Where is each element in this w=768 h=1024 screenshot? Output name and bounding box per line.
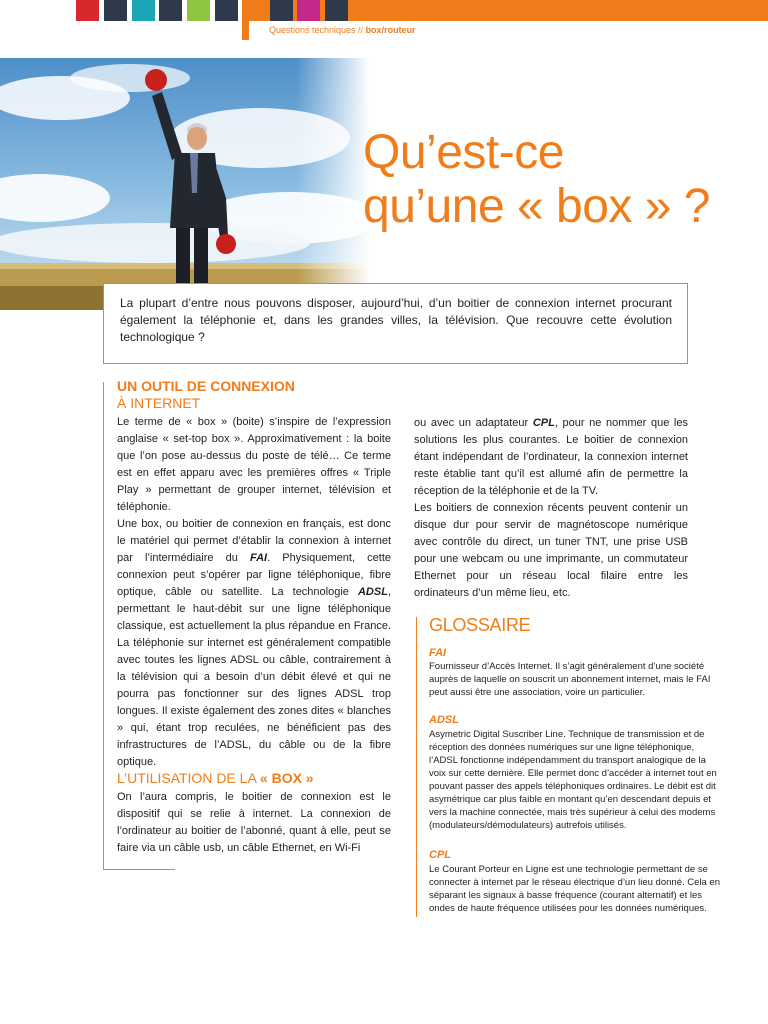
glossary-title: GLOSSAIRE (429, 615, 531, 635)
boxer-businessman-photo (0, 58, 370, 310)
header-orange-bar (242, 0, 768, 21)
header-square-3 (132, 0, 155, 21)
section-1-subheading: À INTERNET (117, 395, 201, 411)
header-square-8 (297, 0, 320, 21)
header-orange-tab (242, 0, 249, 40)
header-square-6 (215, 0, 238, 21)
section-1-heading: UN OUTIL DE CONNEXION (117, 378, 295, 394)
header-square-1 (76, 0, 99, 21)
column-1-rule (103, 382, 104, 870)
glossary-def-adsl: Asymetric Digital Suscriber Line. Technique de transmission et de réception des données numériques sur une ligne téléphonique, l’ADSL fonctionne indépendamment du transport analogique de la voix sur cette dernière. Elle permet donc d’accéder à internet tout en pouvant passer des appels téléphoniques ordinaires. Le débit est dit asymétrique car plus faible en montant qu’en descendant depuis et vers la machine connectée, mais très supérieur à celui des modems (modulateurs/démodulateurs) autrefois utilisés. (429, 729, 717, 831)
term-adsl-inline: ADSL (357, 586, 388, 598)
title-line-1: Qu’est-ce (363, 126, 564, 179)
column-1-foot-rule (103, 869, 175, 870)
header-square-4 (159, 0, 182, 21)
page-title (363, 126, 710, 234)
glossary-def-fai: Fournisseur d’Accès Internet. Il s’agit généralement d’une société auprès de laquelle on souscrit un abonnement internet, mais le FAI peut aussi être une association, voire un particulier. (429, 661, 711, 698)
term-cpl-inline: CPL (532, 417, 555, 429)
glossary-rule (416, 617, 417, 917)
column-2-paragraph-2: Les boitiers de connexion récents peuvent contenir un disque dur pour servir de magnétoscope numérique avec contrôle du direct, un tuner TNT, une prise USB pour une webcam ou une imprimante, un commutateur Ethernet pour un réseau local filaire entre les ordinateurs d’un même lieu, etc. (414, 502, 688, 599)
header-square-7 (270, 0, 293, 21)
title-line-2: qu’une « box » ? (363, 180, 710, 233)
glossary-def-cpl: Le Courant Porteur en Ligne est une technologie permettant de se connecter à internet par le réseau électrique d’un lieu donné. Cela en séparant les signaux à basse fréquence (courant alternatif) et les ondes de haute fréquence utilisées pour les données numériques. (429, 864, 720, 914)
header-square-5 (187, 0, 210, 21)
section-2-paragraph-1: On l’aura compris, le boitier de connexion est le dispositif qui se relie à internet. La connexion de l’ordinateur au boitier de l’abonné, quant à elle, peut se faire via un câble usb, un câble Ethernet, en Wi-Fi (117, 791, 391, 854)
breadcrumb: Questions techniques // box/routeur (269, 25, 416, 35)
glossary-term-cpl: CPL (429, 849, 451, 861)
glossary-term-fai: FAI (429, 647, 447, 659)
section-2-heading: L’UTILISATION DE LA « BOX » (117, 770, 314, 786)
header-square-2 (104, 0, 127, 21)
glossary-term-adsl: ADSL (429, 714, 459, 726)
term-fai-inline: FAI (249, 552, 268, 564)
intro-text: La plupart d’entre nous pouvons disposer, aujourd’hui, d’un boitier de connexion internet procurant également la téléphonie et, dans les grandes villes, la télévision. Que recouvre cette évolution technologique ? (120, 296, 672, 344)
header-square-9 (325, 0, 348, 21)
column-2-paragraph-1: ou avec un adaptateur CPL, pour ne nommer que les solutions les plus courantes. Le boitier de connexion étant indépendant de l’ordinateur, la connexion internet reste établie tant qu’il est allumé afin de permettre la réception de la téléphonie et de la TV. (414, 417, 688, 497)
section-1-paragraph-1: Le terme de « box » (boite) s’inspire de l’expression anglaise « set-top box ». Approximativement : la boite que l’on pose au-dessus du poste de télé… Ce terme est en effet apparu avec les premières offres « Triple Play » permettant de grouper internet, télévision et téléphonie. (117, 416, 391, 513)
section-1-paragraph-2: Une box, ou boitier de connexion en français, est donc le matériel qui permet d’établir la connexion à internet par l’intermédiaire du FAI. Physiquement, cette connexion peut s’opérer par ligne téléphonique, fibre optique, câble ou satellite. La technologie ADSL, permettant le haut-débit sur une ligne téléphonique classique, est actuellement la plus répandue en France. La téléphonie sur internet est généralement compatible avec toutes les lignes ADSL ou câble, contrairement à la télévision qui a besoin d’un débit élevé et qui ne pourra pas fonctionner sur des lignes ADSL trop longues. Il existe également des zones dites « blanches » qui, étant trop reculées, ne bénéficient pas des infrastructures de l’ADSL, du câble ou de la fibre optique. (117, 518, 391, 768)
